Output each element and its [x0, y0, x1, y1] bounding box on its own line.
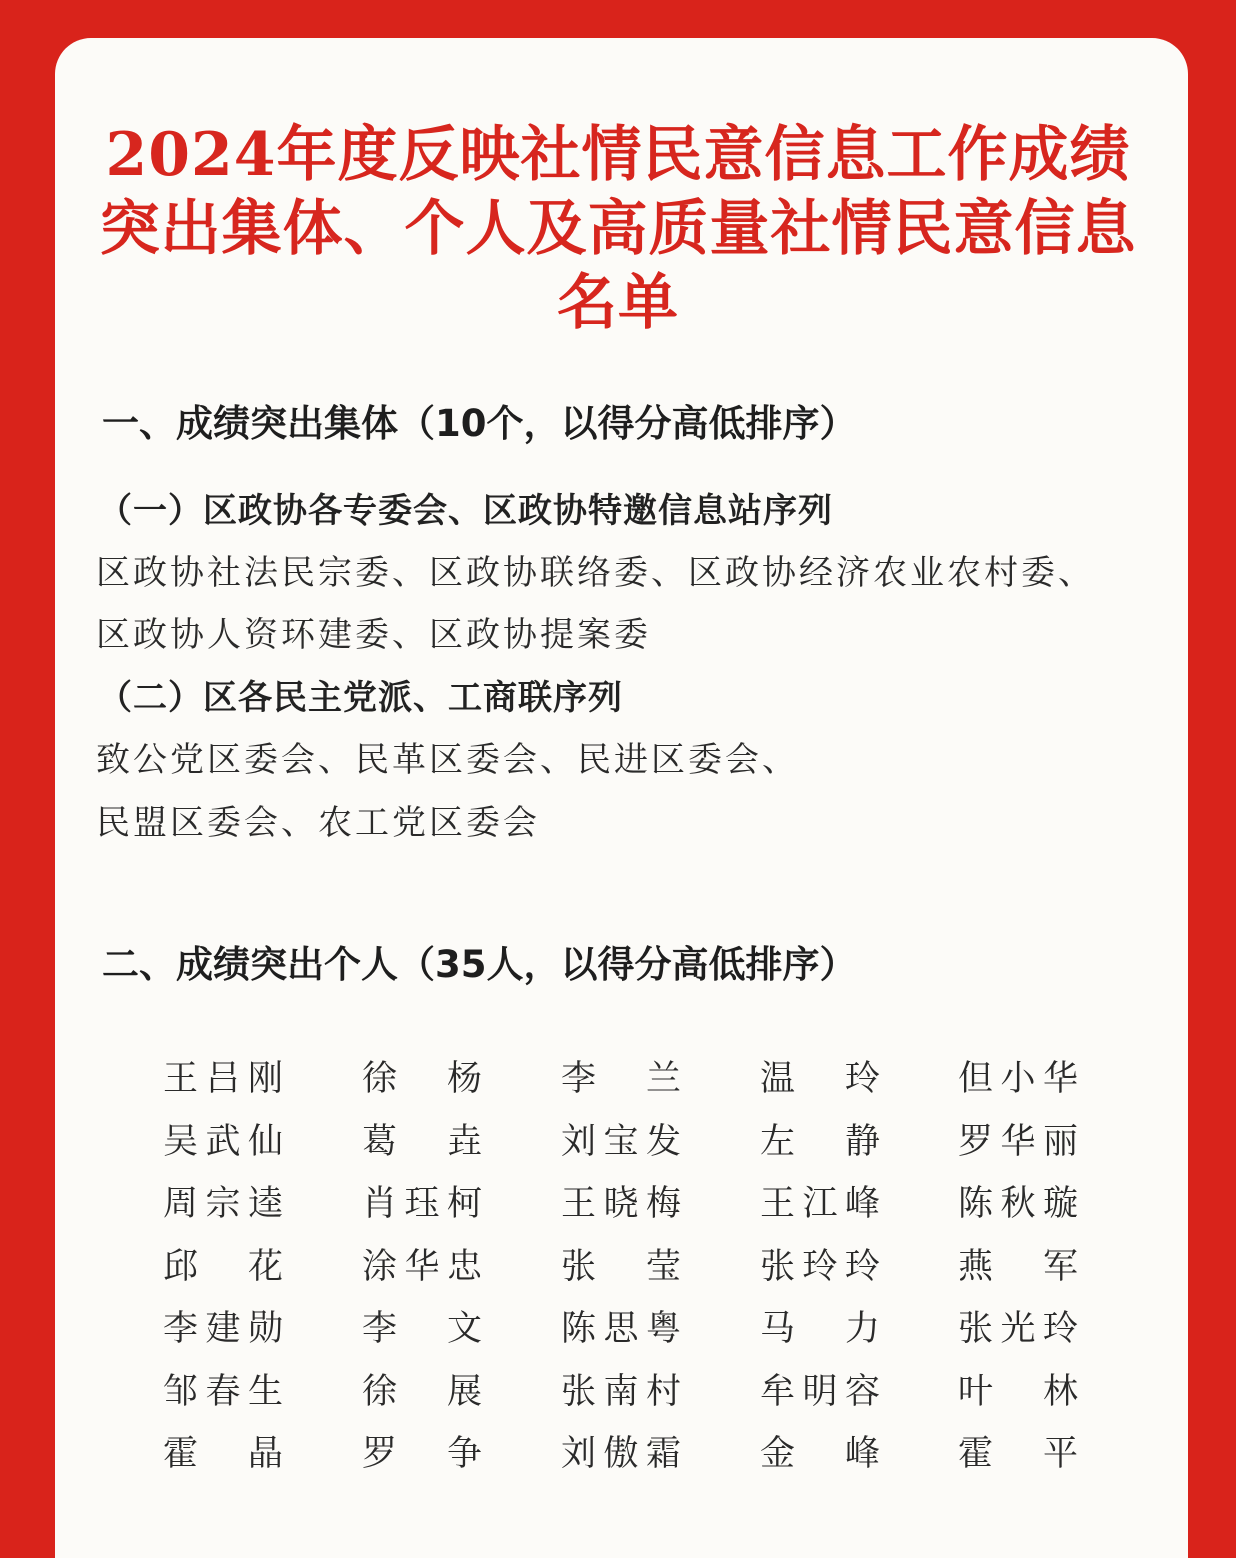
person-name: 王 晓 梅 — [561, 1184, 681, 1224]
person-name: 肖 珏 柯 — [362, 1184, 482, 1224]
person-name: 周 宗 逵 — [163, 1184, 283, 1224]
person-name: 刘 宝 发 — [561, 1121, 681, 1162]
person-name: 刘 傲 霜 — [561, 1434, 681, 1474]
person-name: 涂 华 忠 — [362, 1246, 482, 1287]
person-name: 罗 争 — [362, 1434, 482, 1474]
person-name: 左 静 — [760, 1121, 880, 1162]
person-name: 罗 华 丽 — [958, 1121, 1078, 1162]
title-line-1: 2024年度反映社情民意信息工作成绩 — [105, 120, 1131, 190]
person-name: 李 建 勋 — [163, 1309, 283, 1349]
group-1-line-2: 区政协人资环建委、区政协提案委 — [96, 615, 651, 655]
person-name: 李 兰 — [561, 1059, 681, 1099]
person-name: 邹 春 生 — [163, 1371, 283, 1412]
person-name: 温 玲 — [760, 1059, 880, 1099]
person-name: 陈 思 粤 — [561, 1309, 681, 1349]
document-title — [0, 118, 1236, 340]
person-name: 金 峰 — [760, 1434, 880, 1474]
person-name: 李 文 — [362, 1309, 482, 1349]
group-1-heading: （一）区政协各专委会、区政协特邀信息站序列 — [98, 491, 833, 531]
person-name: 霍 晶 — [163, 1434, 283, 1474]
section-1-heading: 一、成绩突出集体（10个，以得分高低排序） — [102, 402, 857, 445]
title-line-2: 突出集体、个人及高质量社情民意信息 — [99, 194, 1137, 264]
person-name: 张 莹 — [561, 1246, 681, 1287]
person-name: 张 玲 玲 — [760, 1246, 880, 1287]
person-name: 邱 花 — [163, 1246, 283, 1287]
group-2-line-2: 民盟区委会、农工党区委会 — [96, 803, 540, 843]
person-name: 张 光 玲 — [958, 1309, 1078, 1349]
group-2-line-1: 致公党区委会、民革区委会、民进区委会、 — [96, 740, 799, 780]
person-name: 葛 垚 — [362, 1121, 482, 1162]
section-2-heading: 二、成绩突出个人（35人，以得分高低排序） — [102, 943, 857, 986]
person-name: 霍 平 — [958, 1434, 1078, 1474]
person-name: 徐 展 — [362, 1371, 482, 1412]
group-2-heading: （二）区各民主党派、工商联序列 — [98, 678, 623, 718]
person-name: 马 力 — [760, 1309, 880, 1349]
person-name: 燕 军 — [958, 1246, 1078, 1287]
title-line-3: 名单 — [557, 268, 679, 338]
person-name: 王 吕 刚 — [163, 1059, 283, 1099]
group-1-line-1: 区政协社法民宗委、区政协联络委、区政协经济农业农村委、 — [96, 553, 1095, 593]
person-name: 但 小 华 — [958, 1059, 1078, 1099]
person-name: 徐 杨 — [362, 1059, 482, 1099]
person-name: 王 江 峰 — [760, 1184, 880, 1224]
person-name: 吴 武 仙 — [163, 1121, 283, 1162]
person-name: 叶 林 — [958, 1371, 1078, 1412]
person-name: 牟 明 容 — [760, 1371, 880, 1412]
person-name: 陈 秋 璇 — [958, 1184, 1078, 1224]
person-name: 张 南 村 — [561, 1371, 681, 1412]
